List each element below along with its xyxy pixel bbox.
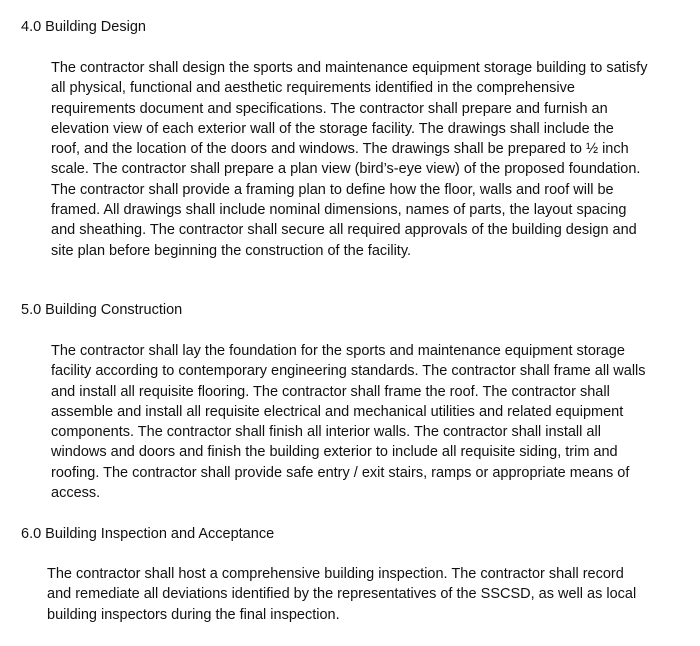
- paragraph-line: roofing. The contractor shall provide safe entry / exit stairs, ramps or appropriate means of: [51, 464, 630, 481]
- paragraph-line: access.: [51, 485, 101, 502]
- paragraph-line: site plan before beginning the construction of the facility.: [51, 242, 412, 259]
- paragraph-line: and install all requisite flooring. The contractor shall frame the roof. The contractor shall: [51, 383, 610, 400]
- paragraph-line: roof, and the location of the doors and windows. The drawings shall be prepared to ½ inch: [51, 141, 629, 158]
- paragraph-line: windows and doors and finish the building exterior to include all requisite siding, trim and: [51, 444, 618, 461]
- section-heading-building-construction: 5.0 Building Construction: [21, 302, 183, 318]
- paragraph-line: requirements document and specifications. The contractor shall prepare and furnish an: [51, 100, 608, 117]
- paragraph-line: The contractor shall lay the foundation for the sports and maintenance equipment storage: [51, 343, 625, 359]
- paragraph-line: The contractor shall host a comprehensive building inspection. The contractor shall record: [47, 566, 624, 582]
- section-body-building-design: [51, 58, 647, 261]
- paragraph-line: all physical, functional and aesthetic requirements identified in the comprehensive: [51, 80, 575, 97]
- paragraph-line: building inspectors during the final inspection.: [47, 606, 340, 623]
- section-heading-building-inspection: 6.0 Building Inspection and Acceptance: [21, 526, 275, 542]
- paragraph-line: elevation view of each exterior wall of the storage facility. The drawings shall include the: [51, 120, 614, 137]
- paragraph-line: framed. All drawings shall include nominal dimensions, names of parts, the layout spacing: [51, 202, 627, 219]
- paragraph-line: scale. The contractor shall prepare a plan view (bird’s-eye view) of the proposed foundation.: [51, 161, 641, 178]
- section-heading-building-design: 4.0 Building Design: [21, 19, 146, 35]
- paragraph-line: assemble and install all requisite electrical and mechanical utilities and related equipment: [51, 403, 624, 420]
- paragraph-line: and sheathing. The contractor shall secure all required approvals of the building design and: [51, 222, 637, 239]
- section-body-building-construction: [51, 341, 646, 503]
- paragraph-line: facility according to contemporary engineering standards. The contractor shall frame all walls: [51, 363, 646, 380]
- paragraph-line: and remediate all deviations identified by the representatives of the SSCSD, as well as local: [47, 586, 637, 603]
- section-body-building-inspection: [47, 564, 636, 625]
- paragraph-line: The contractor shall design the sports and maintenance equipment storage building to satisfy: [51, 60, 648, 76]
- paragraph-line: The contractor shall provide a framing plan to define how the floor, walls and roof will be: [51, 181, 614, 198]
- paragraph-line: components. The contractor shall finish all interior walls. The contractor shall install all: [51, 424, 601, 441]
